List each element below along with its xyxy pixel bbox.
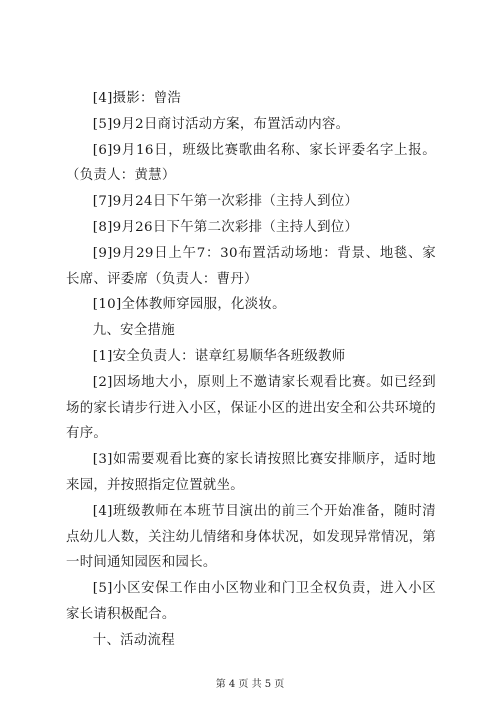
section-heading-process: 十、活动流程 (92, 632, 175, 648)
paragraph-parent-attendance: [2]因场地大小，原则上不邀请家长观看比赛。如已经到场的家长请步行进入小区，保证小区的进出安全和公共环境的有序。 (66, 374, 436, 442)
paragraph-venue-setup: [9]9月29日上午7：30布置活动场地：背景、地毯、家长席、评委席（负责人：曹丹） (66, 245, 436, 287)
paragraph-second-rehearsal: [8]9月26日下午第二次彩排（主持人到位） (92, 219, 359, 235)
paragraph-first-rehearsal: [7]9月24日下午第一次彩排（主持人到位） (92, 194, 359, 210)
section-heading-safety: 九、安全措施 (92, 323, 175, 339)
paragraph-song-report: [6]9月16日，班级比赛歌曲名称、家长评委名字上报。（负责人：黄慧） (66, 142, 436, 184)
paragraph-safety-lead: [1]安全负责人：谌章红易顺华各班级教师 (92, 348, 346, 364)
paragraph-security: [5]小区安保工作由小区物业和门卫全权负责，进入小区家长请积极配合。 (66, 581, 436, 622)
page-footer: 第 4 页 共 5 页 (215, 679, 285, 690)
paragraph-viewing-order: [3]如需要观看比赛的家长请按照比赛安排顺序，适时地来园，并按照指定位置就坐。 (66, 452, 436, 493)
paragraph-teacher-dress: [10]全体教师穿园服，化淡妆。 (92, 297, 286, 313)
paragraph-plan-discussion: [5]9月2日商讨活动方案，布置活动内容。 (92, 116, 350, 132)
document-body (66, 86, 436, 654)
paragraph-class-teachers: [4]班级教师在本班节目演出的前三个开始准备，随时清点幼儿人数，关注幼儿情绪和身体状况，如发现异常情况，第一时间通知园医和园长。 (66, 503, 436, 571)
paragraph-photography: [4]摄影：曾浩 (92, 91, 182, 106)
